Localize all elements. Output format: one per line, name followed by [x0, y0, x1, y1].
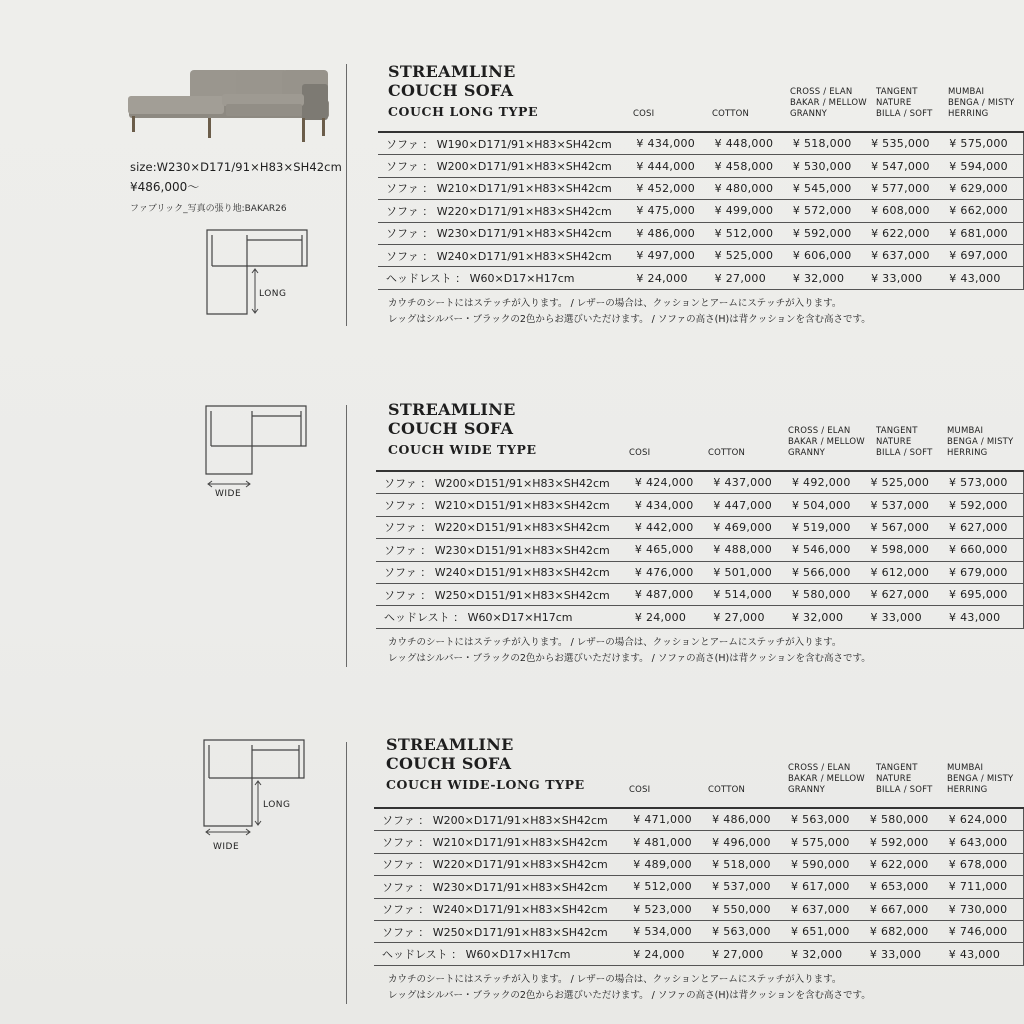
price-row	[378, 132, 1024, 155]
row-label: ソファ ： W210×D171/91×H83×SH42cm	[374, 831, 631, 853]
price-table	[376, 470, 1024, 629]
sofa-photo	[126, 64, 332, 144]
price-row	[376, 583, 1024, 605]
price-cell: ¥ 27,000	[711, 606, 790, 628]
column-header-cotton: COTTON	[708, 448, 746, 458]
price-row	[374, 831, 1024, 853]
price-cell: ¥ 534,000	[631, 920, 710, 942]
price-cell: ¥ 681,000	[947, 222, 1023, 244]
price-row	[378, 222, 1024, 244]
price-row	[374, 876, 1024, 898]
product-price: ¥486,000〜	[130, 180, 200, 194]
price-cell: ¥ 33,000	[869, 267, 947, 289]
price-row	[378, 155, 1024, 177]
price-cell: ¥ 476,000	[633, 561, 712, 583]
price-cell: ¥ 24,000	[634, 267, 712, 289]
column-header-tangent: TANGENT NATURE BILLA / SOFT	[876, 763, 933, 795]
price-row	[374, 920, 1024, 942]
price-cell: ¥ 499,000	[713, 200, 791, 222]
price-table	[374, 807, 1024, 966]
row-label: ソファ ： W200×D171/91×H83×SH42cm	[378, 155, 634, 177]
price-cell: ¥ 682,000	[868, 920, 947, 942]
price-cell: ¥ 512,000	[631, 876, 710, 898]
divider-line	[346, 405, 347, 667]
column-header-cotton: COTTON	[708, 785, 746, 795]
price-cell: ¥ 514,000	[711, 583, 790, 605]
price-cell: ¥ 697,000	[947, 244, 1023, 266]
price-cell: ¥ 487,000	[633, 583, 712, 605]
price-cell: ¥ 501,000	[711, 561, 790, 583]
price-row	[374, 898, 1024, 920]
price-cell: ¥ 465,000	[633, 539, 712, 561]
row-label: ソファ ： W210×D151/91×H83×SH42cm	[376, 494, 633, 516]
column-header-cosi: COSI	[629, 448, 651, 458]
price-cell: ¥ 653,000	[868, 876, 947, 898]
price-cell: ¥ 434,000	[633, 494, 712, 516]
column-header-tangent: TANGENT NATURE BILLA / SOFT	[876, 426, 933, 458]
price-cell: ¥ 580,000	[868, 808, 947, 831]
price-cell: ¥ 27,000	[713, 267, 791, 289]
price-cell: ¥ 43,000	[947, 606, 1023, 628]
row-label: ヘッドレスト ： W60×D17×H17cm	[378, 267, 634, 289]
price-cell: ¥ 577,000	[869, 177, 947, 199]
price-cell: ¥ 497,000	[634, 244, 712, 266]
notes	[388, 296, 871, 328]
row-label: ソファ ： W200×D151/91×H83×SH42cm	[376, 471, 633, 494]
price-cell: ¥ 566,000	[790, 561, 869, 583]
price-cell: ¥ 518,000	[710, 853, 789, 875]
section-subtitle: COUCH LONG TYPE	[388, 104, 539, 119]
note-line: レッグはシルバー・ブラックの2色からお選びいただけます。 / ソファの高さ(H)は背クッションを含む高さです。	[388, 990, 871, 1001]
price-cell: ¥ 651,000	[789, 920, 868, 942]
section-title: COUCH SOFA	[388, 419, 514, 438]
row-label: ヘッドレスト ： W60×D17×H17cm	[374, 943, 631, 965]
price-cell: ¥ 624,000	[947, 808, 1024, 831]
row-label: ソファ ： W220×D171/91×H83×SH42cm	[374, 853, 631, 875]
price-cell: ¥ 612,000	[868, 561, 947, 583]
price-cell: ¥ 730,000	[947, 898, 1024, 920]
price-cell: ¥ 489,000	[631, 853, 710, 875]
price-cell: ¥ 518,000	[791, 132, 869, 155]
price-row-headrest	[376, 606, 1024, 628]
price-cell: ¥ 519,000	[790, 516, 869, 538]
price-cell: ¥ 24,000	[631, 943, 710, 965]
price-cell: ¥ 660,000	[947, 539, 1023, 561]
column-header-mumbai: MUMBAI BENGA / MISTY HERRING	[947, 426, 1014, 458]
price-cell: ¥ 481,000	[631, 831, 710, 853]
price-cell: ¥ 592,000	[868, 831, 947, 853]
price-cell: ¥ 448,000	[713, 132, 791, 155]
price-cell: ¥ 622,000	[868, 853, 947, 875]
price-cell: ¥ 550,000	[710, 898, 789, 920]
price-cell: ¥ 678,000	[947, 853, 1024, 875]
section-subtitle: COUCH WIDE-LONG TYPE	[386, 777, 585, 792]
row-label: ヘッドレスト ： W60×D17×H17cm	[376, 606, 633, 628]
price-cell: ¥ 592,000	[947, 494, 1023, 516]
price-cell: ¥ 594,000	[947, 155, 1023, 177]
price-cell: ¥ 525,000	[713, 244, 791, 266]
price-cell: ¥ 580,000	[790, 583, 869, 605]
price-cell: ¥ 488,000	[711, 539, 790, 561]
price-cell: ¥ 575,000	[947, 132, 1023, 155]
note-line: カウチのシートにはステッチが入ります。 / レザーの場合は、クッションとアームにステッチが入ります。	[388, 298, 842, 309]
price-cell: ¥ 492,000	[790, 471, 869, 494]
price-cell: ¥ 504,000	[790, 494, 869, 516]
row-label: ソファ ： W230×D171/91×H83×SH42cm	[378, 222, 634, 244]
price-cell: ¥ 563,000	[789, 808, 868, 831]
price-cell: ¥ 471,000	[631, 808, 710, 831]
column-header-cross: CROSS / ELAN BAKAR / MELLOW GRANNY	[788, 763, 865, 795]
row-label: ソファ ： W200×D171/91×H83×SH42cm	[374, 808, 631, 831]
diagram-label-long: LONG	[259, 289, 287, 299]
price-cell: ¥ 637,000	[789, 898, 868, 920]
row-label: ソファ ： W250×D151/91×H83×SH42cm	[376, 583, 633, 605]
column-header-tangent: TANGENT NATURE BILLA / SOFT	[876, 87, 933, 119]
price-cell: ¥ 27,000	[710, 943, 789, 965]
note-line: カウチのシートにはステッチが入ります。 / レザーの場合は、クッションとアームにステッチが入ります。	[388, 974, 842, 985]
price-cell: ¥ 437,000	[711, 471, 790, 494]
price-cell: ¥ 627,000	[947, 516, 1023, 538]
notes	[388, 972, 871, 1004]
price-row-headrest	[374, 943, 1024, 965]
sofa-diagram-wide-long	[202, 738, 308, 842]
note-line: レッグはシルバー・ブラックの2色からお選びいただけます。 / ソファの高さ(H)は背クッションを含む高さです。	[388, 314, 871, 325]
price-table	[378, 131, 1024, 290]
price-row	[378, 244, 1024, 266]
product-meta	[130, 160, 342, 214]
price-cell: ¥ 592,000	[791, 222, 869, 244]
column-header-cotton: COTTON	[712, 109, 750, 119]
price-row	[376, 539, 1024, 561]
price-row	[376, 516, 1024, 538]
price-row	[374, 853, 1024, 875]
price-cell: ¥ 667,000	[868, 898, 947, 920]
price-cell: ¥ 608,000	[869, 200, 947, 222]
price-cell: ¥ 469,000	[711, 516, 790, 538]
section-subtitle: COUCH WIDE TYPE	[388, 442, 537, 457]
price-cell: ¥ 43,000	[947, 267, 1023, 289]
price-cell: ¥ 563,000	[710, 920, 789, 942]
price-cell: ¥ 444,000	[634, 155, 712, 177]
price-row	[378, 200, 1024, 222]
column-header-cross: CROSS / ELAN BAKAR / MELLOW GRANNY	[788, 426, 865, 458]
price-row	[376, 494, 1024, 516]
price-cell: ¥ 24,000	[633, 606, 712, 628]
section-title: STREAMLINE	[386, 735, 514, 754]
price-cell: ¥ 33,000	[868, 606, 947, 628]
price-cell: ¥ 590,000	[789, 853, 868, 875]
price-cell: ¥ 573,000	[947, 471, 1023, 494]
price-cell: ¥ 637,000	[869, 244, 947, 266]
row-label: ソファ ： W230×D151/91×H83×SH42cm	[376, 539, 633, 561]
column-header-mumbai: MUMBAI BENGA / MISTY HERRING	[948, 87, 1015, 119]
price-cell: ¥ 629,000	[947, 177, 1023, 199]
row-label: ソファ ： W240×D171/91×H83×SH42cm	[378, 244, 634, 266]
price-cell: ¥ 662,000	[947, 200, 1023, 222]
price-cell: ¥ 567,000	[868, 516, 947, 538]
row-label: ソファ ： W240×D151/91×H83×SH42cm	[376, 561, 633, 583]
price-cell: ¥ 43,000	[947, 943, 1024, 965]
price-cell: ¥ 643,000	[947, 831, 1024, 853]
price-row-headrest	[378, 267, 1024, 289]
row-label: ソファ ： W240×D171/91×H83×SH42cm	[374, 898, 631, 920]
section-title: COUCH SOFA	[386, 754, 512, 773]
price-cell: ¥ 434,000	[634, 132, 712, 155]
price-cell: ¥ 523,000	[631, 898, 710, 920]
price-cell: ¥ 535,000	[869, 132, 947, 155]
row-label: ソファ ： W190×D171/91×H83×SH42cm	[378, 132, 634, 155]
price-cell: ¥ 32,000	[790, 606, 869, 628]
note-line: カウチのシートにはステッチが入ります。 / レザーの場合は、クッションとアームにステッチが入ります。	[388, 637, 842, 648]
price-cell: ¥ 442,000	[633, 516, 712, 538]
price-cell: ¥ 530,000	[791, 155, 869, 177]
price-cell: ¥ 547,000	[869, 155, 947, 177]
price-cell: ¥ 679,000	[947, 561, 1023, 583]
row-label: ソファ ： W220×D171/91×H83×SH42cm	[378, 200, 634, 222]
diagram-label-wide: WIDE	[213, 842, 240, 852]
price-cell: ¥ 711,000	[947, 876, 1024, 898]
notes	[388, 635, 871, 667]
price-row	[376, 471, 1024, 494]
price-cell: ¥ 545,000	[791, 177, 869, 199]
price-cell: ¥ 627,000	[868, 583, 947, 605]
price-row	[378, 177, 1024, 199]
row-label: ソファ ： W230×D171/91×H83×SH42cm	[374, 876, 631, 898]
price-cell: ¥ 572,000	[791, 200, 869, 222]
price-cell: ¥ 33,000	[868, 943, 947, 965]
sofa-diagram-wide	[204, 404, 310, 490]
diagram-label-long: LONG	[263, 800, 291, 810]
price-cell: ¥ 546,000	[790, 539, 869, 561]
price-cell: ¥ 606,000	[791, 244, 869, 266]
section-title: COUCH SOFA	[388, 81, 514, 100]
product-fabric: ファブリック_写真の張り地:BAKAR26	[130, 204, 287, 214]
price-cell: ¥ 622,000	[869, 222, 947, 244]
price-cell: ¥ 525,000	[868, 471, 947, 494]
price-cell: ¥ 486,000	[634, 222, 712, 244]
price-cell: ¥ 496,000	[710, 831, 789, 853]
price-cell: ¥ 617,000	[789, 876, 868, 898]
price-cell: ¥ 512,000	[713, 222, 791, 244]
price-cell: ¥ 598,000	[868, 539, 947, 561]
column-header-cosi: COSI	[629, 785, 651, 795]
row-label: ソファ ： W250×D171/91×H83×SH42cm	[374, 920, 631, 942]
price-cell: ¥ 537,000	[710, 876, 789, 898]
price-row	[374, 808, 1024, 831]
price-cell: ¥ 486,000	[710, 808, 789, 831]
diagram-label-wide: WIDE	[215, 489, 242, 499]
row-label: ソファ ： W210×D171/91×H83×SH42cm	[378, 177, 634, 199]
divider-line	[346, 64, 347, 326]
price-cell: ¥ 447,000	[711, 494, 790, 516]
price-cell: ¥ 32,000	[789, 943, 868, 965]
column-header-mumbai: MUMBAI BENGA / MISTY HERRING	[947, 763, 1014, 795]
price-cell: ¥ 537,000	[868, 494, 947, 516]
price-cell: ¥ 480,000	[713, 177, 791, 199]
column-header-cross: CROSS / ELAN BAKAR / MELLOW GRANNY	[790, 87, 867, 119]
price-cell: ¥ 746,000	[947, 920, 1024, 942]
price-cell: ¥ 458,000	[713, 155, 791, 177]
price-cell: ¥ 32,000	[791, 267, 869, 289]
price-cell: ¥ 695,000	[947, 583, 1023, 605]
product-size: size:W230×D171/91×H83×SH42cm	[130, 160, 342, 174]
note-line: レッグはシルバー・ブラックの2色からお選びいただけます。 / ソファの高さ(H)は背クッションを含む高さです。	[388, 653, 871, 664]
section-title: STREAMLINE	[388, 400, 516, 419]
section-title: STREAMLINE	[388, 62, 516, 81]
price-cell: ¥ 575,000	[789, 831, 868, 853]
price-cell: ¥ 424,000	[633, 471, 712, 494]
column-header-cosi: COSI	[633, 109, 655, 119]
divider-line	[346, 742, 347, 1004]
price-cell: ¥ 452,000	[634, 177, 712, 199]
row-label: ソファ ： W220×D151/91×H83×SH42cm	[376, 516, 633, 538]
price-cell: ¥ 475,000	[634, 200, 712, 222]
price-row	[376, 561, 1024, 583]
sofa-diagram-long	[205, 228, 311, 320]
